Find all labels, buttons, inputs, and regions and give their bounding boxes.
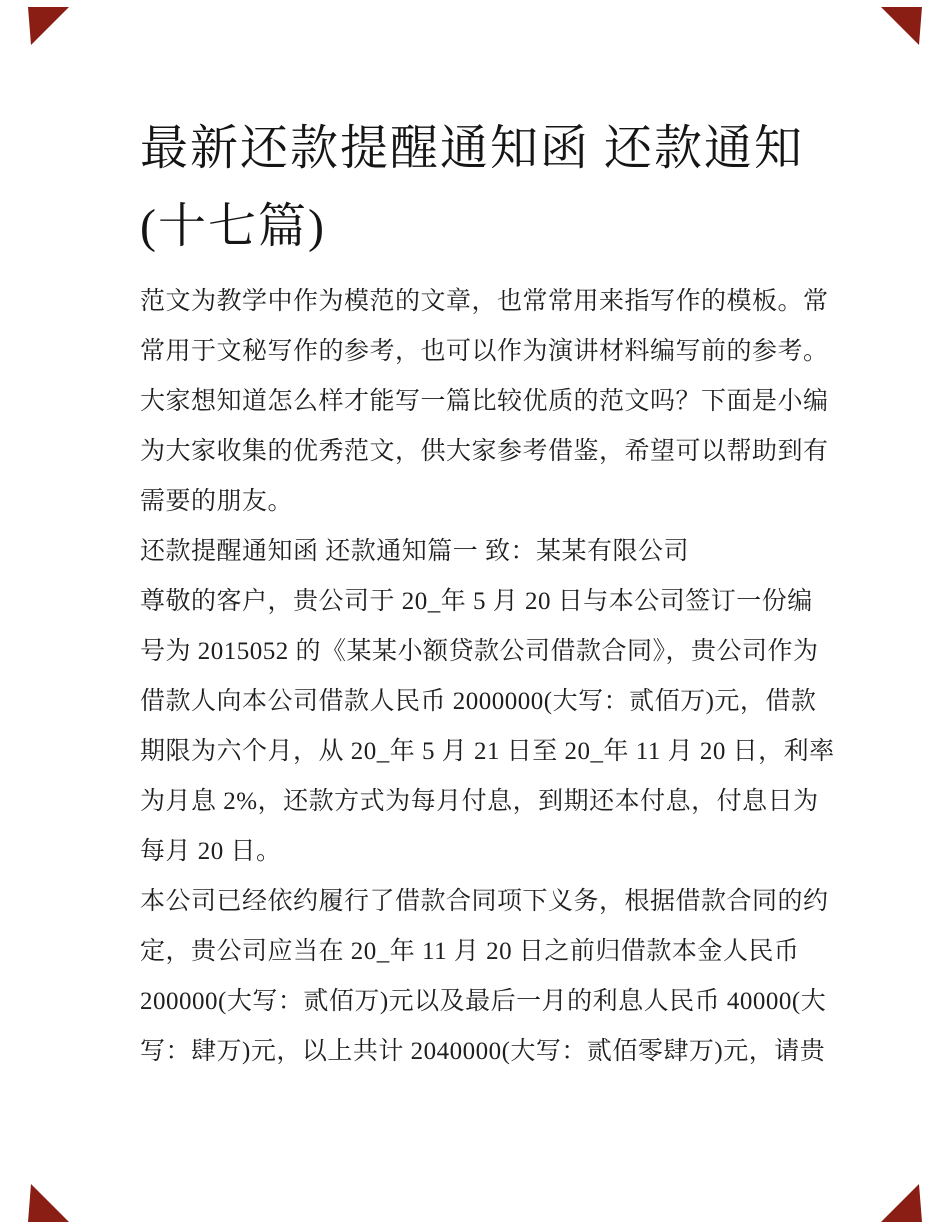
text-line: 号为 2015052 的《某某小额贷款公司借款合同》，贵公司作为 [140,638,819,665]
corner-mark-top-left [28,7,69,48]
text-line: 定，贵公司应当在 20_年 11 月 20 日之前归借款本金人民币 [140,938,800,965]
text-line: 每月 20 日。 [140,838,282,865]
text-line: 大家想知道怎么样才能写一篇比较优质的范文吗？下面是小编 [140,388,829,415]
text-line: 本公司已经依约履行了借款合同项下义务，根据借款合同的约 [140,888,829,915]
document-body [140,277,835,1077]
document-title [140,110,830,266]
text-line: 常用于文秘写作的参考，也可以作为演讲材料编写前的参考。 [140,338,829,365]
text-line: 为月息 2%，还款方式为每月付息，到期还本付息，付息日为 [140,788,819,815]
text-line: 需要的朋友。 [140,488,294,515]
text-line: 尊敬的客户，贵公司于 20_年 5 月 20 日与本公司签订一份编 [140,588,813,615]
text-line: 期限为六个月，从 20_年 5 月 21 日至 20_年 11 月 20 日，利率 [140,738,835,765]
text-line: 为大家收集的优秀范文，供大家参考借鉴，希望可以帮助到有 [140,438,829,465]
text-line: 写：肆万)元，以上共计 2040000(大写：贰佰零肆万)元，请贵 [140,1038,826,1065]
text-line: 范文为教学中作为模范的文章，也常常用来指写作的模板。常 [140,288,829,315]
corner-mark-top-right [881,7,922,48]
document-title-line-2: (十七篇) [140,200,326,253]
corner-mark-bottom-right [881,1181,922,1222]
corner-mark-bottom-left [28,1181,69,1222]
text-line: 200000(大写：贰佰万)元以及最后一月的利息人民币 40000(大 [140,988,827,1015]
document-title-line-1: 最新还款提醒通知函 还款通知 [140,122,805,175]
text-line: 借款人向本公司借款人民币 2000000(大写：贰佰万)元，借款 [140,688,817,715]
text-line-section-heading: 还款提醒通知函 还款通知篇一 致：某某有限公司 [140,538,690,565]
